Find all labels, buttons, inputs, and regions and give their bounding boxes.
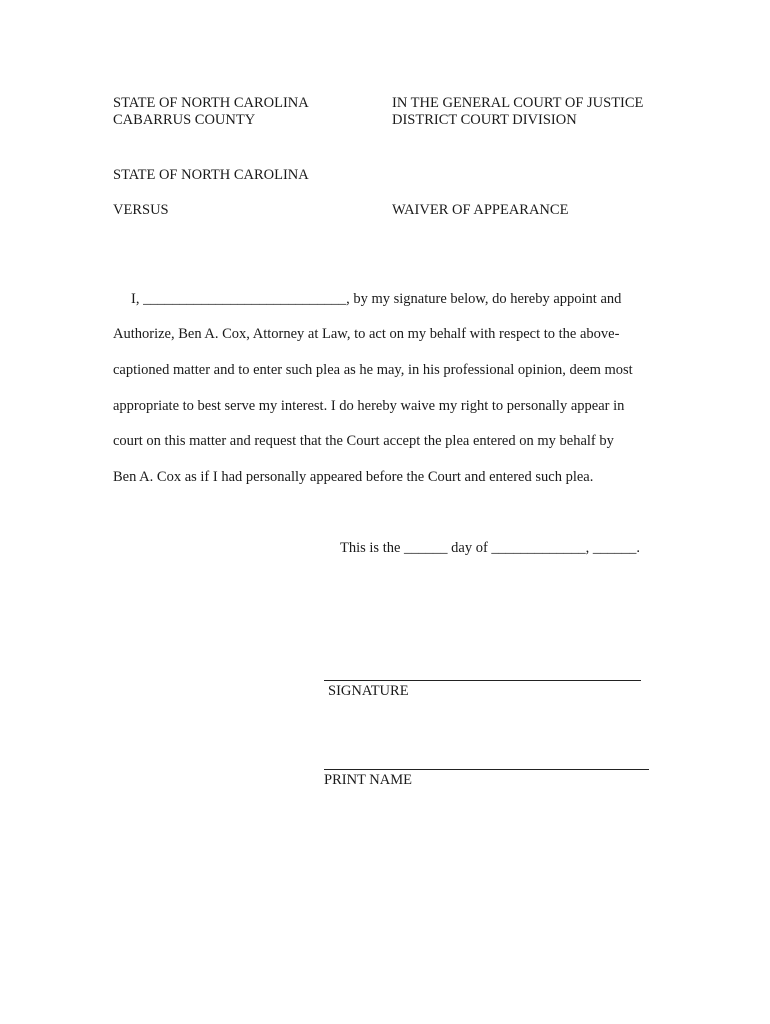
date-line: This is the ______ day of _____________, ______. [340, 540, 641, 556]
document-title: WAIVER OF APPEARANCE [392, 202, 569, 218]
caption-versus: VERSUS [113, 202, 169, 218]
body-line-6: Ben A. Cox as if I had personally appeared before the Court and entered such plea. [113, 469, 594, 485]
print-name-label: PRINT NAME [324, 772, 412, 788]
body-line-4: appropriate to best serve my interest. I do hereby waive my right to personally appear in [113, 398, 625, 414]
print-name-rule [324, 769, 649, 770]
body-line-1: I, ____________________________, by my signature below, do hereby appoint and [131, 291, 622, 307]
caption-state: STATE OF NORTH CAROLINA [113, 95, 309, 111]
body-line-2: Authorize, Ben A. Cox, Attorney at Law, to act on my behalf with respect to the above- [113, 326, 620, 342]
signature-label: SIGNATURE [328, 683, 409, 699]
caption-court: IN THE GENERAL COURT OF JUSTICE [392, 95, 644, 111]
body-line-5: court on this matter and request that the Court accept the plea entered on my behalf by [113, 433, 614, 449]
caption-division: DISTRICT COURT DIVISION [392, 112, 577, 128]
caption-county: CABARRUS COUNTY [113, 112, 256, 128]
signature-rule [324, 680, 641, 681]
caption-plaintiff: STATE OF NORTH CAROLINA [113, 167, 309, 183]
body-line-3: captioned matter and to enter such plea as he may, in his professional opinion, deem most [113, 362, 633, 378]
